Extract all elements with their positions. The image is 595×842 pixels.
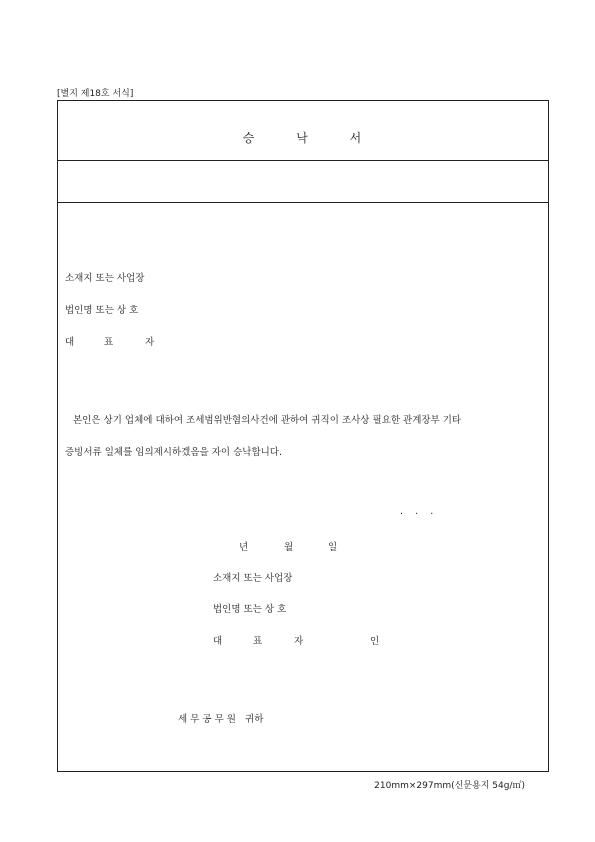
title-char: 서 [349,131,364,145]
representative-char: 대 [65,337,75,348]
title-char: 낙 [296,131,310,145]
form-number-label: [별지 제18호 서식] [57,89,134,99]
signer-address-label: 소재지 또는 사업장 [213,573,293,584]
recipient-line: 세 무 공 무 원 귀하 [178,714,264,725]
address-label: 소재지 또는 사업장 [65,273,145,284]
consent-form-box [57,100,549,772]
paper-size-note: 210mm×297mm(신문용지 54g/㎡) [374,781,525,791]
representative-char: 대 [213,636,223,647]
seal-label: 인 [370,636,380,647]
representative-char: 자 [294,636,304,647]
title-divider [58,160,548,161]
form-title [58,129,548,146]
day-label: 일 [328,542,338,553]
corp-name-label: 법인명 또는 상 호 [65,305,139,316]
year-label: 년 [239,542,249,553]
consent-text-line-2: 증빙서류 일체를 임의제시하겠음을 자이 승낙합니다. [65,447,282,458]
representative-char: 표 [253,636,263,647]
date-dots: . . . [400,506,434,517]
representative-char: 표 [104,337,114,348]
month-label: 월 [284,542,294,553]
consent-text-line-1: 본인은 상기 업체에 대하여 조세범위반혐의사건에 관하여 귀직이 조사상 필요한 관계장부 기타 [73,415,462,426]
representative-char: 자 [145,337,155,348]
title-char: 승 [242,131,257,145]
signer-corp-name-label: 법인명 또는 상 호 [213,604,287,615]
blank-row-divider [58,202,548,203]
